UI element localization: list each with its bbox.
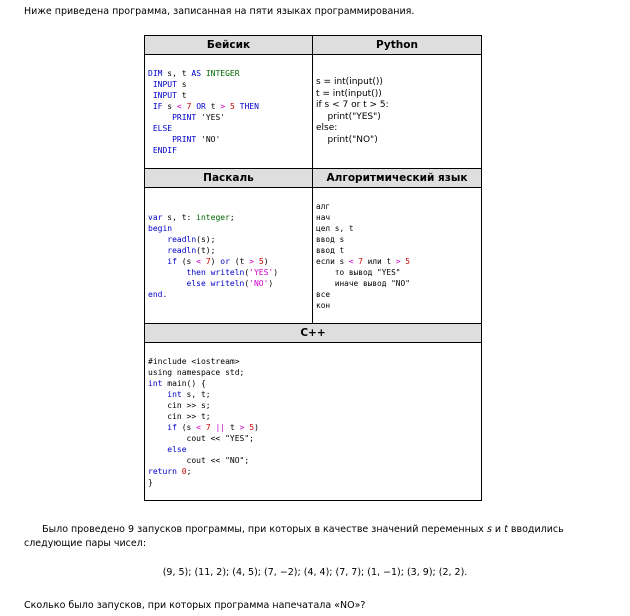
code-pascal: var s, t: integer; begin readln(s); readln(t); if (s < 7) or (t > 5) then writeln('YES') else writeln('NO') end. (145, 188, 313, 324)
input-pairs: (9, 5); (11, 2); (4, 5); (7, −2); (4, 4); (7, 7); (1, −1); (3, 9); (2, 2). (162, 567, 468, 578)
task-paragraph (24, 523, 620, 551)
intro-text: Ниже приведена программа, записанная на пяти языках программирования. (24, 6, 415, 17)
program-table (144, 35, 482, 501)
conjunction: и (494, 524, 502, 535)
header-basic: Бейсик (145, 36, 313, 55)
header-algorithmic: Алгоритмический язык (313, 169, 482, 188)
header-cpp: C++ (145, 324, 482, 343)
code-python: s = int(input()) t = int(input()) if s < 7 or t > 5: print("YES") else: print("NO") (313, 55, 482, 169)
variable-t: t (504, 524, 508, 535)
code-basic: DIM s, t AS INTEGER INPUT s INPUT t IF s < 7 OR t > 5 THEN PRINT 'YES' ELSE PRINT 'NO' ENDIF (145, 55, 313, 169)
variable-s: s (486, 524, 492, 535)
pager (500, 0, 618, 8)
paragraph-start: Было проведено 9 запусков программы, при которых в качестве значений переменных (42, 524, 484, 535)
code-cpp: #include <iostream> using namespace std; int main() { int s, t; cin >> s; cin >> t; if (s < 7 || t > 5) cout << "YES"; else cout << "NO"; return 0; } (145, 343, 482, 501)
paragraph-end: вводились следующие пары чисел: (24, 524, 564, 549)
question-text: Сколько было запусков, при которых программа напечатала «NO»? (24, 600, 366, 611)
header-python: Python (313, 36, 482, 55)
code-algorithmic: алг нач цел s, t ввод s ввод t если s < 7 или t > 5 то вывод "YES" иначе вывод "NO" все кон (313, 188, 482, 324)
header-pascal: Паскаль (145, 169, 313, 188)
